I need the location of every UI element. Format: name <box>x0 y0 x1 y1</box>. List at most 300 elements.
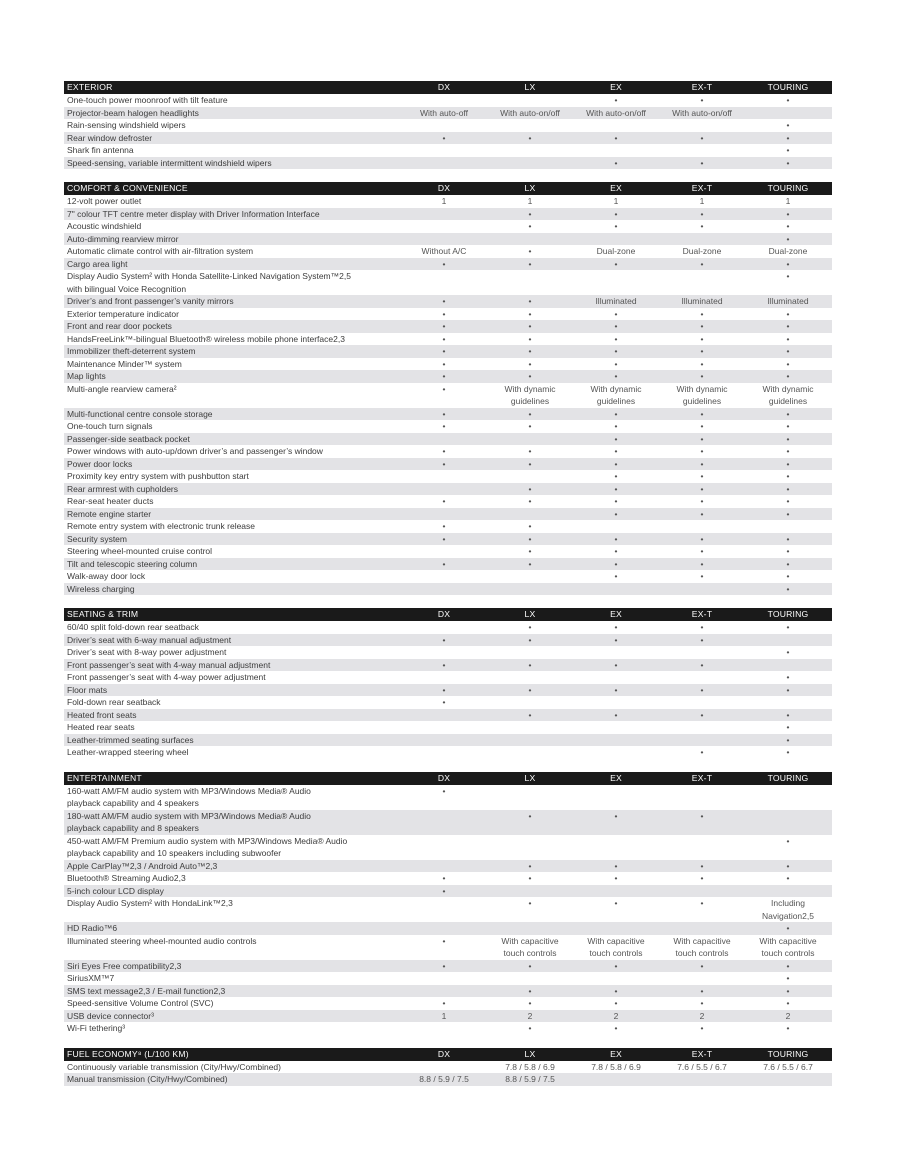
feature-label: Remote engine starter <box>67 508 152 519</box>
trim-value: • <box>700 659 704 670</box>
trim-value: • <box>614 1023 618 1033</box>
trim-value <box>573 696 659 709</box>
trim-value: • <box>700 358 704 369</box>
feature-label: Projector-beam halogen headlights <box>67 107 199 118</box>
trim-value <box>401 208 487 221</box>
trim-value <box>745 107 831 120</box>
trim-value: • <box>442 496 446 506</box>
trim-value: Without A/C <box>421 246 467 256</box>
trim-value <box>487 734 573 747</box>
trim-value <box>573 746 659 759</box>
trim-value <box>401 545 487 558</box>
trim-value <box>573 922 659 935</box>
trim-value: • <box>786 860 790 871</box>
spec-sheet <box>64 81 832 1099</box>
table-row <box>64 621 832 634</box>
table-row <box>64 721 832 734</box>
feature-label: SMS text message2,3 / E-mail function2,3 <box>67 985 226 996</box>
feature-label: Heated rear seats <box>67 722 135 732</box>
table-row <box>64 997 832 1010</box>
trim-value: With auto-on/off <box>672 107 732 118</box>
section-title: FUEL ECONOMY⁸ (L/100 KM) <box>67 1048 189 1059</box>
trim-value <box>487 922 573 935</box>
trim-value: • <box>528 371 532 381</box>
trim-value <box>659 270 745 295</box>
table-row <box>64 107 832 120</box>
trim-value: • <box>528 684 532 695</box>
trim-value: • <box>700 546 704 556</box>
trim-value: • <box>786 258 790 269</box>
trim-value: • <box>528 308 532 319</box>
trim-value: • <box>442 383 446 394</box>
spec-section <box>64 1048 832 1086</box>
trim-value <box>659 583 745 596</box>
table-row <box>64 119 832 132</box>
trim-value: • <box>786 622 790 632</box>
trim-value: • <box>442 521 446 531</box>
trim-value: • <box>442 346 446 356</box>
trim-value: • <box>786 835 790 846</box>
feature-label: Rear armrest with cupholders <box>67 483 179 494</box>
feature-label: Driver’s seat with 8-way power adjustment <box>67 647 227 657</box>
table-row <box>64 495 832 508</box>
trim-value: • <box>442 258 446 269</box>
trim-value <box>573 646 659 659</box>
feature-label: 7" colour TFT centre meter display with Driver Information Interface <box>67 208 320 219</box>
table-row <box>64 333 832 346</box>
trim-value: 2 <box>785 1010 791 1021</box>
trim-column-header: TOURING <box>767 82 809 92</box>
trim-column-header: EX <box>610 772 622 783</box>
trim-value <box>401 972 487 985</box>
trim-value: 1 <box>613 196 619 206</box>
trim-value: 7.6 / 5.5 / 6.7 <box>677 1061 727 1072</box>
table-row <box>64 709 832 722</box>
feature-label: One-touch power moonroof with tilt feature <box>67 95 228 105</box>
spec-section <box>64 81 832 169</box>
trim-value <box>401 508 487 521</box>
trim-value <box>401 119 487 132</box>
trim-value: • <box>442 371 446 381</box>
trim-value: • <box>614 483 618 494</box>
trim-value <box>745 659 831 672</box>
trim-value <box>487 583 573 596</box>
table-row <box>64 860 832 873</box>
section-title: COMFORT & CONVENIENCE <box>67 183 188 193</box>
trim-value <box>487 508 573 521</box>
trim-value <box>659 972 745 985</box>
trim-value: • <box>786 583 790 594</box>
trim-value: • <box>786 471 790 481</box>
trim-value <box>487 671 573 684</box>
trim-value: With capacitive touch controls <box>759 935 817 958</box>
trim-value: • <box>786 157 790 168</box>
trim-value: • <box>786 346 790 356</box>
feature-label: SiriusXM™7 <box>67 973 115 983</box>
feature-label: Display Audio System² with Honda Satellite-Linked Navigation System™2,5 with bilingual Voice Recognition <box>67 271 351 294</box>
feature-label: Manual transmission (City/Hwy/Combined) <box>67 1074 228 1084</box>
trim-value <box>401 646 487 659</box>
trim-value: • <box>528 634 532 645</box>
trim-value: 2 <box>527 1010 533 1021</box>
trim-value: • <box>700 960 704 971</box>
feature-label: Cargo area light <box>67 258 128 269</box>
table-row <box>64 270 832 295</box>
trim-value: • <box>442 873 446 883</box>
trim-value: • <box>786 546 790 556</box>
trim-value <box>401 671 487 684</box>
trim-value: • <box>786 960 790 971</box>
trim-value <box>401 1061 487 1074</box>
trim-value: • <box>528 296 532 306</box>
trim-value: With dynamic guidelines <box>762 383 814 406</box>
table-row <box>64 985 832 998</box>
trim-value: • <box>614 571 618 581</box>
trim-value: • <box>614 208 618 219</box>
trim-value: • <box>614 496 618 506</box>
table-row <box>64 583 832 596</box>
feature-label: Power windows with auto-up/down driver’s and passenger’s window <box>67 446 323 456</box>
trim-column-header: EX-T <box>691 82 713 92</box>
trim-value <box>401 810 487 835</box>
trim-value: • <box>442 446 446 456</box>
section-rows <box>64 195 832 595</box>
feature-label: USB device connector³ <box>67 1010 154 1021</box>
trim-value: • <box>786 233 790 244</box>
trim-value <box>487 785 573 810</box>
trim-value <box>659 119 745 132</box>
trim-value: • <box>614 634 618 645</box>
trim-value: • <box>700 458 704 469</box>
trim-value: • <box>786 973 790 983</box>
feature-label: Front and rear door pockets <box>67 321 172 331</box>
trim-column-header: TOURING <box>767 609 809 619</box>
trim-value: Illuminated <box>767 296 809 306</box>
trim-value: Dual-zone <box>596 246 636 256</box>
trim-value: • <box>614 157 618 168</box>
trim-value <box>659 520 745 533</box>
trim-value: • <box>614 659 618 670</box>
feature-label: 180-watt AM/FM audio system with MP3/Windows Media® Audio playback capability and 8 speakers <box>67 810 311 833</box>
trim-value: • <box>528 346 532 356</box>
trim-value: • <box>786 508 790 519</box>
trim-value: • <box>700 496 704 506</box>
feature-label: Front passenger’s seat with 4-way power adjustment <box>67 672 266 682</box>
trim-value: • <box>442 998 446 1008</box>
trim-value: • <box>528 208 532 219</box>
trim-value: • <box>442 421 446 431</box>
trim-value: • <box>700 95 704 105</box>
feature-label: Acoustic windshield <box>67 221 142 231</box>
trim-value <box>659 885 745 898</box>
trim-value <box>487 570 573 583</box>
trim-value: 1 <box>441 196 447 206</box>
trim-value <box>487 835 573 860</box>
feature-label: Maintenance Minder™ system <box>67 358 182 369</box>
section-header <box>64 81 832 94</box>
section-title: SEATING & TRIM <box>67 609 139 619</box>
feature-label: Leather-wrapped steering wheel <box>67 747 189 757</box>
trim-value: • <box>700 558 704 569</box>
trim-value: • <box>700 747 704 757</box>
trim-value <box>659 671 745 684</box>
trim-value: • <box>442 321 446 331</box>
trim-value <box>659 721 745 734</box>
feature-label: Immobilizer theft-deterrent system <box>67 346 196 356</box>
table-row <box>64 144 832 157</box>
trim-value: 7.6 / 5.5 / 6.7 <box>763 1061 813 1072</box>
section-title: ENTERTAINMENT <box>67 772 142 783</box>
feature-label: Map lights <box>67 371 106 381</box>
table-row <box>64 132 832 145</box>
trim-value: Dual-zone <box>682 246 722 256</box>
trim-value: • <box>786 132 790 143</box>
table-row <box>64 810 832 835</box>
table-row <box>64 1010 832 1023</box>
trim-value <box>659 734 745 747</box>
trim-value: • <box>614 371 618 381</box>
feature-label: Illuminated steering wheel-mounted audio controls <box>67 935 257 946</box>
trim-value: • <box>786 458 790 469</box>
trim-value <box>401 94 487 107</box>
trim-value: • <box>786 734 790 745</box>
trim-value: • <box>786 421 790 431</box>
trim-value <box>573 671 659 684</box>
feature-label: Remote entry system with electronic trunk release <box>67 521 256 531</box>
table-row <box>64 420 832 433</box>
trim-value: • <box>442 935 446 946</box>
table-row <box>64 157 832 170</box>
trim-value: With capacitive touch controls <box>501 935 559 958</box>
trim-value: • <box>442 558 446 569</box>
feature-label: Multi-angle rearview camera² <box>67 383 177 394</box>
trim-value: • <box>700 508 704 519</box>
trim-value: • <box>786 408 790 419</box>
trim-value: • <box>528 408 532 419</box>
table-row <box>64 671 832 684</box>
trim-value <box>401 470 487 483</box>
trim-value: • <box>614 873 618 883</box>
trim-value: • <box>700 321 704 331</box>
trim-value <box>659 785 745 810</box>
trim-value: • <box>786 985 790 996</box>
trim-value <box>487 721 573 734</box>
trim-column-header: DX <box>437 772 451 783</box>
trim-value: With capacitive touch controls <box>673 935 731 958</box>
section-rows <box>64 94 832 169</box>
trim-value: • <box>614 346 618 356</box>
feature-label: 12-volt power outlet <box>67 196 142 206</box>
table-row <box>64 508 832 521</box>
trim-value: • <box>786 496 790 506</box>
trim-value: • <box>528 998 532 1008</box>
trim-value: With capacitive touch controls <box>587 935 645 958</box>
table-row <box>64 570 832 583</box>
trim-value: • <box>786 923 790 933</box>
trim-value: • <box>614 321 618 331</box>
trim-value: 8.8 / 5.9 / 7.5 <box>419 1074 469 1084</box>
trim-value <box>401 483 487 496</box>
trim-column-header: EX-T <box>691 772 713 783</box>
trim-value: • <box>528 132 532 143</box>
trim-value: With auto-on/off <box>500 107 560 118</box>
feature-label: Shark fin antenna <box>67 145 134 155</box>
trim-value <box>573 233 659 246</box>
trim-value: • <box>786 308 790 319</box>
trim-value: • <box>528 709 532 720</box>
trim-value: • <box>786 271 790 281</box>
table-row <box>64 533 832 546</box>
table-row <box>64 358 832 371</box>
trim-value: With auto-off <box>419 107 469 118</box>
trim-value <box>659 646 745 659</box>
table-row <box>64 308 832 321</box>
trim-value: Illuminated <box>681 296 723 306</box>
trim-value: • <box>614 546 618 556</box>
trim-value <box>487 746 573 759</box>
table-row <box>64 94 832 107</box>
trim-value: • <box>786 208 790 219</box>
trim-value <box>487 270 573 295</box>
feature-label: 450-watt AM/FM Premium audio system with MP3/Windows Media® Audio playback capability and 10 speakers including subwoofer <box>67 835 348 858</box>
table-row <box>64 320 832 333</box>
trim-value: • <box>700 898 704 908</box>
table-row <box>64 208 832 221</box>
feature-label: Driver’s and front passenger’s vanity mirrors <box>67 296 234 306</box>
trim-column-header: LX <box>524 183 536 193</box>
trim-value: 7.8 / 5.8 / 6.9 <box>591 1061 641 1072</box>
trim-value: Including Navigation2,5 <box>762 898 814 921</box>
feature-label: Speed-sensitive Volume Control (SVC) <box>67 998 214 1008</box>
trim-value: • <box>528 358 532 369</box>
trim-value <box>487 119 573 132</box>
trim-value: • <box>614 558 618 569</box>
trim-value <box>401 860 487 873</box>
feature-label: Auto-dimming rearview mirror <box>67 233 179 244</box>
section-header <box>64 182 832 195</box>
trim-value: 8.8 / 5.9 / 7.5 <box>505 1074 555 1084</box>
trim-value <box>401 433 487 446</box>
feature-label: 5-inch colour LCD display <box>67 885 164 896</box>
trim-value: • <box>614 860 618 871</box>
trim-value <box>487 696 573 709</box>
trim-value: 1 <box>527 196 533 206</box>
trim-value: • <box>614 258 618 269</box>
table-row <box>64 972 832 985</box>
trim-value: • <box>786 321 790 331</box>
trim-column-header: LX <box>524 609 536 619</box>
trim-value: With dynamic guidelines <box>590 383 642 406</box>
trim-value: • <box>442 533 446 544</box>
table-row <box>64 1022 832 1035</box>
trim-column-header: TOURING <box>767 183 809 193</box>
trim-value: • <box>700 622 704 632</box>
trim-value: • <box>786 221 790 231</box>
trim-value <box>401 144 487 157</box>
trim-value <box>401 721 487 734</box>
trim-value: 1 <box>441 1010 447 1021</box>
trim-value: With dynamic guidelines <box>504 383 556 406</box>
feature-label: HD Radio™6 <box>67 923 118 933</box>
trim-value <box>401 734 487 747</box>
feature-label: Driver’s seat with 6-way manual adjustment <box>67 634 232 645</box>
feature-label: Bluetooth® Streaming Audio2,3 <box>67 873 186 883</box>
trim-value: • <box>614 960 618 971</box>
trim-value: • <box>786 722 790 732</box>
trim-value <box>401 922 487 935</box>
trim-value: • <box>786 358 790 369</box>
section-title: EXTERIOR <box>67 82 113 92</box>
trim-value: • <box>786 446 790 456</box>
section-header <box>64 772 832 785</box>
table-row <box>64 245 832 258</box>
trim-value: • <box>614 471 618 481</box>
trim-value: • <box>700 985 704 996</box>
trim-value <box>487 885 573 898</box>
table-row <box>64 897 832 922</box>
table-row <box>64 684 832 697</box>
trim-column-header: EX <box>610 1048 622 1059</box>
trim-value <box>745 810 831 835</box>
feature-label: Continuously variable transmission (City/Hwy/Combined) <box>67 1061 281 1072</box>
trim-value: • <box>700 371 704 381</box>
feature-label: Leather-trimmed seating surfaces <box>67 734 194 745</box>
trim-value: • <box>700 258 704 269</box>
trim-value: • <box>442 697 446 707</box>
feature-label: Apple CarPlay™2,3 / Android Auto™2,3 <box>67 860 218 871</box>
trim-value: • <box>442 659 446 670</box>
feature-label: Display Audio System² with HondaLink™2,3 <box>67 898 233 908</box>
table-row <box>64 885 832 898</box>
trim-value: • <box>700 408 704 419</box>
table-row <box>64 408 832 421</box>
trim-value: • <box>614 308 618 319</box>
trim-value: • <box>700 634 704 645</box>
trim-value: • <box>786 483 790 494</box>
trim-value: • <box>442 333 446 344</box>
trim-value: Dual-zone <box>768 246 808 256</box>
table-row <box>64 383 832 408</box>
trim-value: • <box>528 546 532 556</box>
trim-value <box>401 270 487 295</box>
trim-value <box>745 520 831 533</box>
trim-column-header: LX <box>524 1048 536 1059</box>
table-row <box>64 483 832 496</box>
trim-value <box>487 433 573 446</box>
trim-value: • <box>700 421 704 431</box>
table-row <box>64 520 832 533</box>
table-row <box>64 734 832 747</box>
table-row <box>64 1061 832 1074</box>
table-row <box>64 696 832 709</box>
trim-value: • <box>614 985 618 996</box>
trim-value: • <box>700 208 704 219</box>
trim-value: • <box>614 421 618 431</box>
trim-value: • <box>528 873 532 883</box>
table-row <box>64 785 832 810</box>
trim-value: • <box>528 496 532 506</box>
trim-value: • <box>614 221 618 231</box>
section-header <box>64 1048 832 1061</box>
trim-value <box>659 1073 745 1086</box>
trim-value: 7.8 / 5.8 / 6.9 <box>505 1061 555 1072</box>
feature-label: Power door locks <box>67 458 133 469</box>
trim-column-header: DX <box>437 609 451 619</box>
trim-value <box>573 734 659 747</box>
trim-value <box>745 785 831 810</box>
trim-value: • <box>786 371 790 381</box>
trim-value: • <box>614 333 618 344</box>
